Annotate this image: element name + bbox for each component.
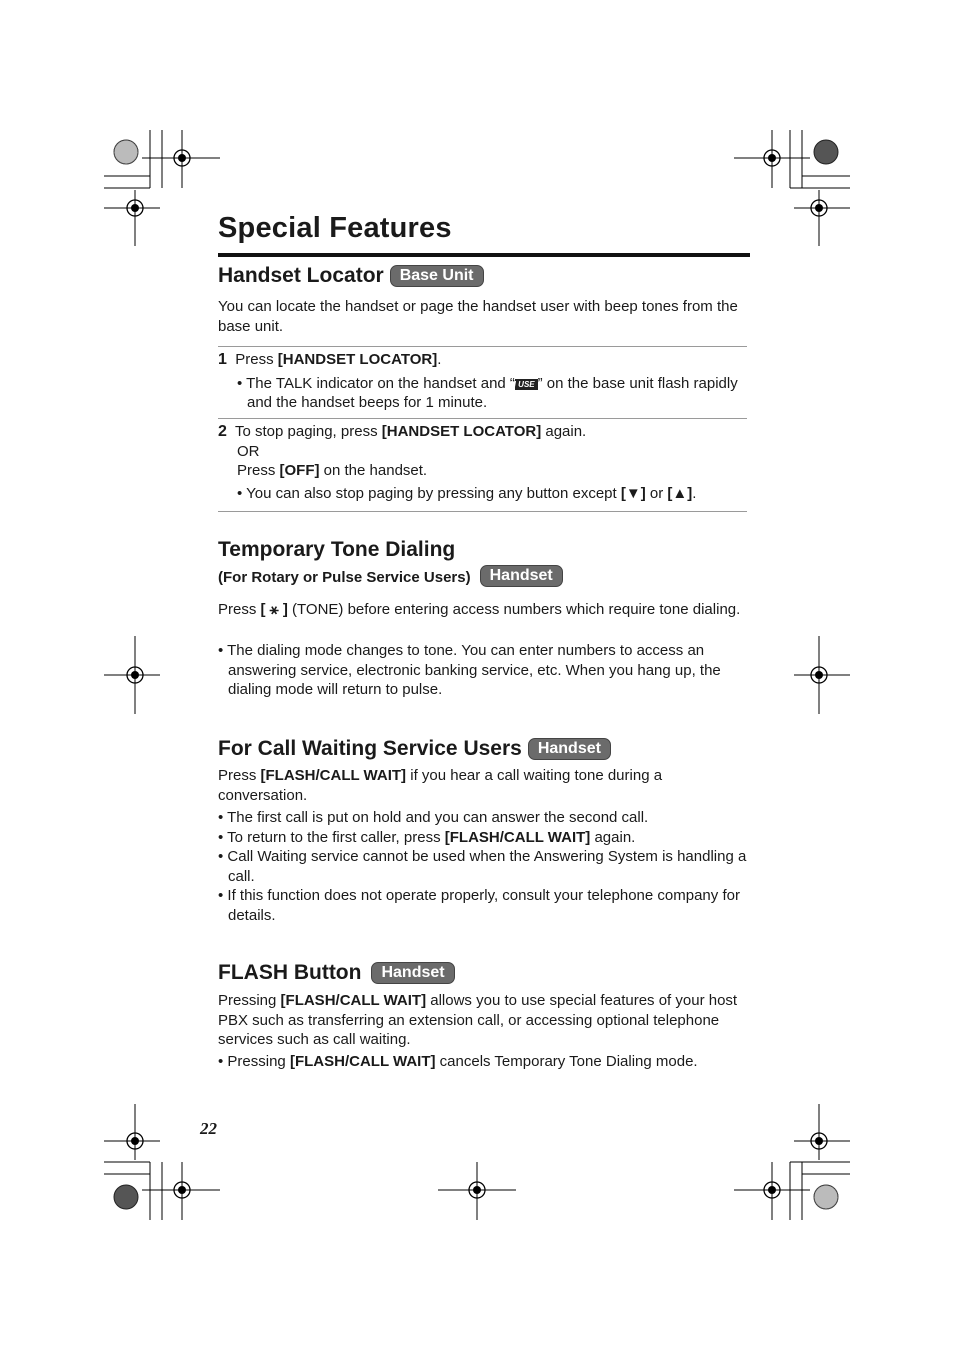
button-label: [FLASH/CALL WAIT] xyxy=(289,1053,436,1070)
subheading-text: (For Rotary or Pulse Service Users) xyxy=(218,569,471,586)
key-up: [▲] xyxy=(667,484,693,502)
divider xyxy=(218,418,747,419)
key-down: [▼] xyxy=(620,484,646,502)
body-text: Press xyxy=(218,601,261,618)
body-text: (TONE) before entering access numbers which require tone dialing. xyxy=(287,601,741,618)
step-text: To stop paging, press xyxy=(234,423,382,440)
heading-text: Handset Locator xyxy=(218,264,384,287)
step-text: again. xyxy=(541,423,587,440)
step-2-note xyxy=(237,484,755,504)
heading-text: For Call Waiting Service Users xyxy=(218,737,522,760)
unit-tag: Handset xyxy=(480,565,563,587)
step-alt xyxy=(237,461,745,481)
step-or: OR xyxy=(237,442,260,460)
title-rule xyxy=(218,253,750,257)
note-text: or xyxy=(645,484,668,502)
step-text: Press xyxy=(237,462,280,479)
tone-dialing-subheading xyxy=(218,565,563,587)
body-text: if you hear a call waiting tone during a conversation. xyxy=(218,767,663,804)
note xyxy=(218,828,756,848)
note-text: cancels Temporary Tone Dialing mode. xyxy=(435,1053,698,1070)
in-use-indicator-icon: IN USE xyxy=(515,379,538,390)
unit-tag: Handset xyxy=(528,738,611,760)
note-text: ” on the base unit flash rapidly and the handset beeps for 1 minute. xyxy=(247,374,738,411)
note: • The first call is put on hold and you can answer the second call. xyxy=(218,809,649,826)
divider xyxy=(218,511,747,512)
heading-text: FLASH Button xyxy=(218,961,362,984)
button-label: [FLASH/CALL WAIT] xyxy=(280,992,427,1009)
step-number: 2 xyxy=(218,423,227,440)
step-1-note xyxy=(237,374,755,413)
button-label: [HANDSET LOCATOR] xyxy=(381,423,542,440)
note-text: • Pressing xyxy=(218,1053,290,1070)
star-key: [ ⚹ ] xyxy=(260,601,288,618)
divider xyxy=(218,346,747,347)
section-heading-flash-button xyxy=(218,961,455,985)
flash-button-text xyxy=(218,991,746,1050)
button-label: [OFF] xyxy=(279,462,320,479)
step-1 xyxy=(218,350,748,413)
section-heading-handset-locator xyxy=(218,264,484,288)
call-waiting-notes xyxy=(218,808,746,925)
unit-tag: Handset xyxy=(371,962,454,984)
step-text: . xyxy=(437,351,442,368)
note-text: . xyxy=(692,484,697,502)
step-2 xyxy=(218,422,748,503)
tone-dialing-text xyxy=(218,600,746,620)
note-text: • To return to the first caller, press xyxy=(218,828,445,846)
unit-tag: Base Unit xyxy=(390,265,484,287)
button-label: [FLASH/CALL WAIT] xyxy=(444,828,591,846)
button-label: [FLASH/CALL WAIT] xyxy=(260,767,407,784)
note: • If this function does not operate properly, consult your telephone company for details. xyxy=(218,887,740,924)
page-title: Special Features xyxy=(218,212,452,244)
section-heading-tone-dialing: Temporary Tone Dialing xyxy=(218,538,456,561)
section-heading-call-waiting xyxy=(218,737,611,761)
body-text: allows you to use special features of your host PBX such as transferring an extension call, or accessing optional telephone services such as call waiting. xyxy=(218,992,738,1048)
note-text: • The TALK indicator on the handset and “ xyxy=(237,374,515,392)
note: • Call Waiting service cannot be used when the Answering System is handling a call. xyxy=(218,848,747,885)
flash-button-note xyxy=(218,1052,756,1072)
body-text: Press xyxy=(218,767,261,784)
handset-locator-intro: You can locate the handset or page the handset user with beep tones from the base unit. xyxy=(218,298,738,335)
tone-dialing-note: • The dialing mode changes to tone. You can enter numbers to access an answering service, electronic banking service, etc. When you hang up, the dialing mode will return to pulse. xyxy=(218,642,721,698)
body-text: Pressing xyxy=(218,992,281,1009)
note-text: again. xyxy=(590,828,636,846)
note-text: • You can also stop paging by pressing any button except xyxy=(237,484,621,502)
step-text: Press xyxy=(235,351,278,368)
button-label: [HANDSET LOCATOR] xyxy=(277,351,438,368)
step-text: on the handset. xyxy=(319,462,428,479)
call-waiting-text xyxy=(218,766,746,805)
page-number: 22 xyxy=(200,1119,217,1138)
step-number: 1 xyxy=(218,351,227,368)
